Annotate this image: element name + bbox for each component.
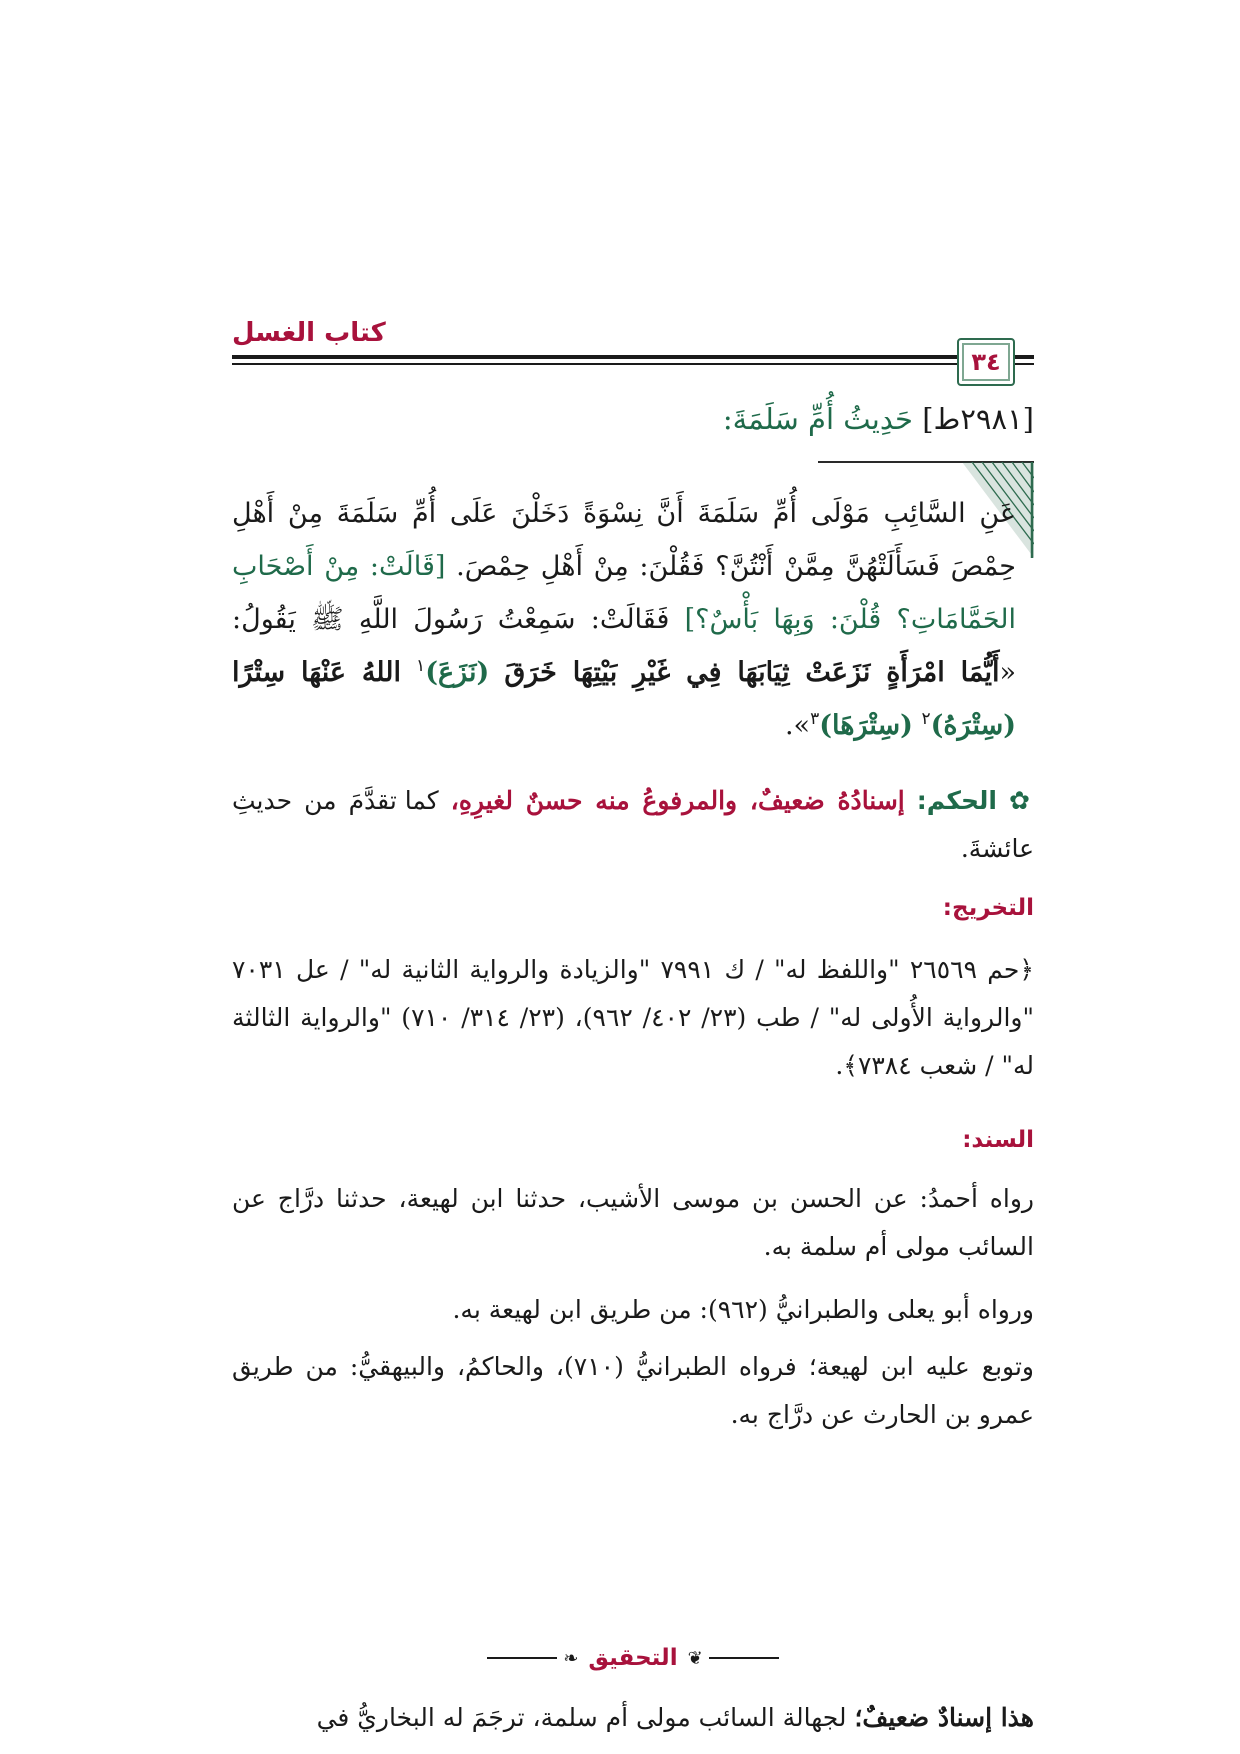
tahqiq-text: لجهالة السائب مولى أم سلمة، ترجَمَ له البخاريُّ في [316,1703,847,1732]
variant-wording-1: (نَزَعَ) [425,657,490,688]
ruling-paragraph [232,777,1034,873]
ruling-value: إسنادُهُ ضعيفٌ، والمرفوعُ منه حسنٌ لغيرِهِ، [450,786,905,815]
ornament-dash [709,1657,779,1659]
ruling-rest: كما تقدَّمَ من حديثِ عائشةَ. [232,786,1034,863]
ruling-label: الحكم: [916,786,997,815]
hadith-closing: ». [784,710,811,741]
ornament-curl: ❧ [563,1647,579,1669]
header-rule-thick [232,355,1034,359]
variant-wording-3: (سِتْرَهَا) [819,710,913,741]
hadith-narration-cont: فَقَالَتْ: سَمِعْتُ رَسُولَ اللَّهِ ﷺ يَقُولُ: « [232,604,1016,688]
sanad-paragraph-2: ورواه أبو يعلى والطبرانيُّ (٩٦٢): من طريق ابن لهيعة به. [452,1295,1034,1324]
footnote-marker-3: ٣ [810,709,820,729]
tahqiq-title: التحقيق [588,1645,678,1671]
page-number: ٣٤ [971,348,1001,376]
hadith-narration: عَنِ السَّائِبِ مَوْلَى أُمِّ سَلَمَةَ أَنَّ نِسْوَةً دَخَلْنَ عَلَى أُمِّ سَلَمَةَ مِنْ أَهْلِ حِمْصَ فَسَأَلَتْهُنَّ مِمَّنْ أَنْتُنَّ؟ فَقُلْنَ: مِنْ أَهْلِ حِمْصَ. [232,498,1016,582]
hadith-title: حَدِيثُ أُمِّ سَلَمَةَ: [722,402,913,436]
hadith-number: [٢٩٨١ط] [922,402,1034,436]
takhrij-text: ﴿حم ٢٦٥٦٩ "واللفظ له" / ك ٧٩٩١ "والزيادة والرواية الثانية له" / عل ٧٠٣١ "والرواية الأُولى له" / طب (٢٣/ ٤٠٢/ ٩٦٢)، (٢٣/ ٣١٤/ ٧١٠) "والرواية الثالثة له" / شعب ٧٣٨٤﴾. [232,955,1034,1080]
footnote-marker-1: ١ [416,656,426,676]
takhrij-title: التخريج: [942,895,1034,921]
header-rule-thin [232,363,1034,365]
hadith-heading [232,402,1034,436]
tahqiq-paragraph [232,1694,1034,1742]
hadith-text [232,487,1016,752]
sanad-paragraph-1: رواه أحمدُ: عن الحسن بن موسى الأشيب، حدثنا ابن لهيعة، حدثنا درَّاج عن السائب مولى أم سلمة به. [232,1184,1034,1261]
ornament-dash [487,1657,557,1659]
page-number-badge [957,338,1015,386]
tahqiq-lead: هذا إسنادٌ ضعيفٌ؛ [854,1703,1034,1732]
sanad-paragraph-3: وتوبع عليه ابن لهيعة؛ فرواه الطبرانيُّ (٧١٠)، والحاكمُ، والبيهقيُّ: من طريق عمرو بن الحارث عن درَّاج به. [232,1352,1035,1429]
hadith-addition: [قَالَتْ: مِنْ أَصْحَابِ الحَمَّامَاتِ؟ قُلْنَ: وَبِهَا بَأْسٌ؟] [232,551,1016,635]
hadith-matn: أَيُّمَا امْرَأَةٍ نَزَعَتْ ثِيَابَهَا فِي غَيْرِ بَيْتِهَا خَرَقَ [504,657,1000,688]
tahqiq-title-ornament [232,1638,1034,1678]
footnote-marker-2: ٢ [921,709,931,729]
ruling-flower-icon: ✿ [1008,786,1035,815]
ornament-curl: ❦ [687,1647,703,1669]
hadith-matn-cont: اللهُ عَنْهَا سِتْرًا [232,657,401,688]
variant-wording-2: (سِتْرَهُ) [930,710,1016,741]
sanad-title: السند: [962,1127,1034,1153]
book-title: كتاب الغسل [232,318,386,348]
